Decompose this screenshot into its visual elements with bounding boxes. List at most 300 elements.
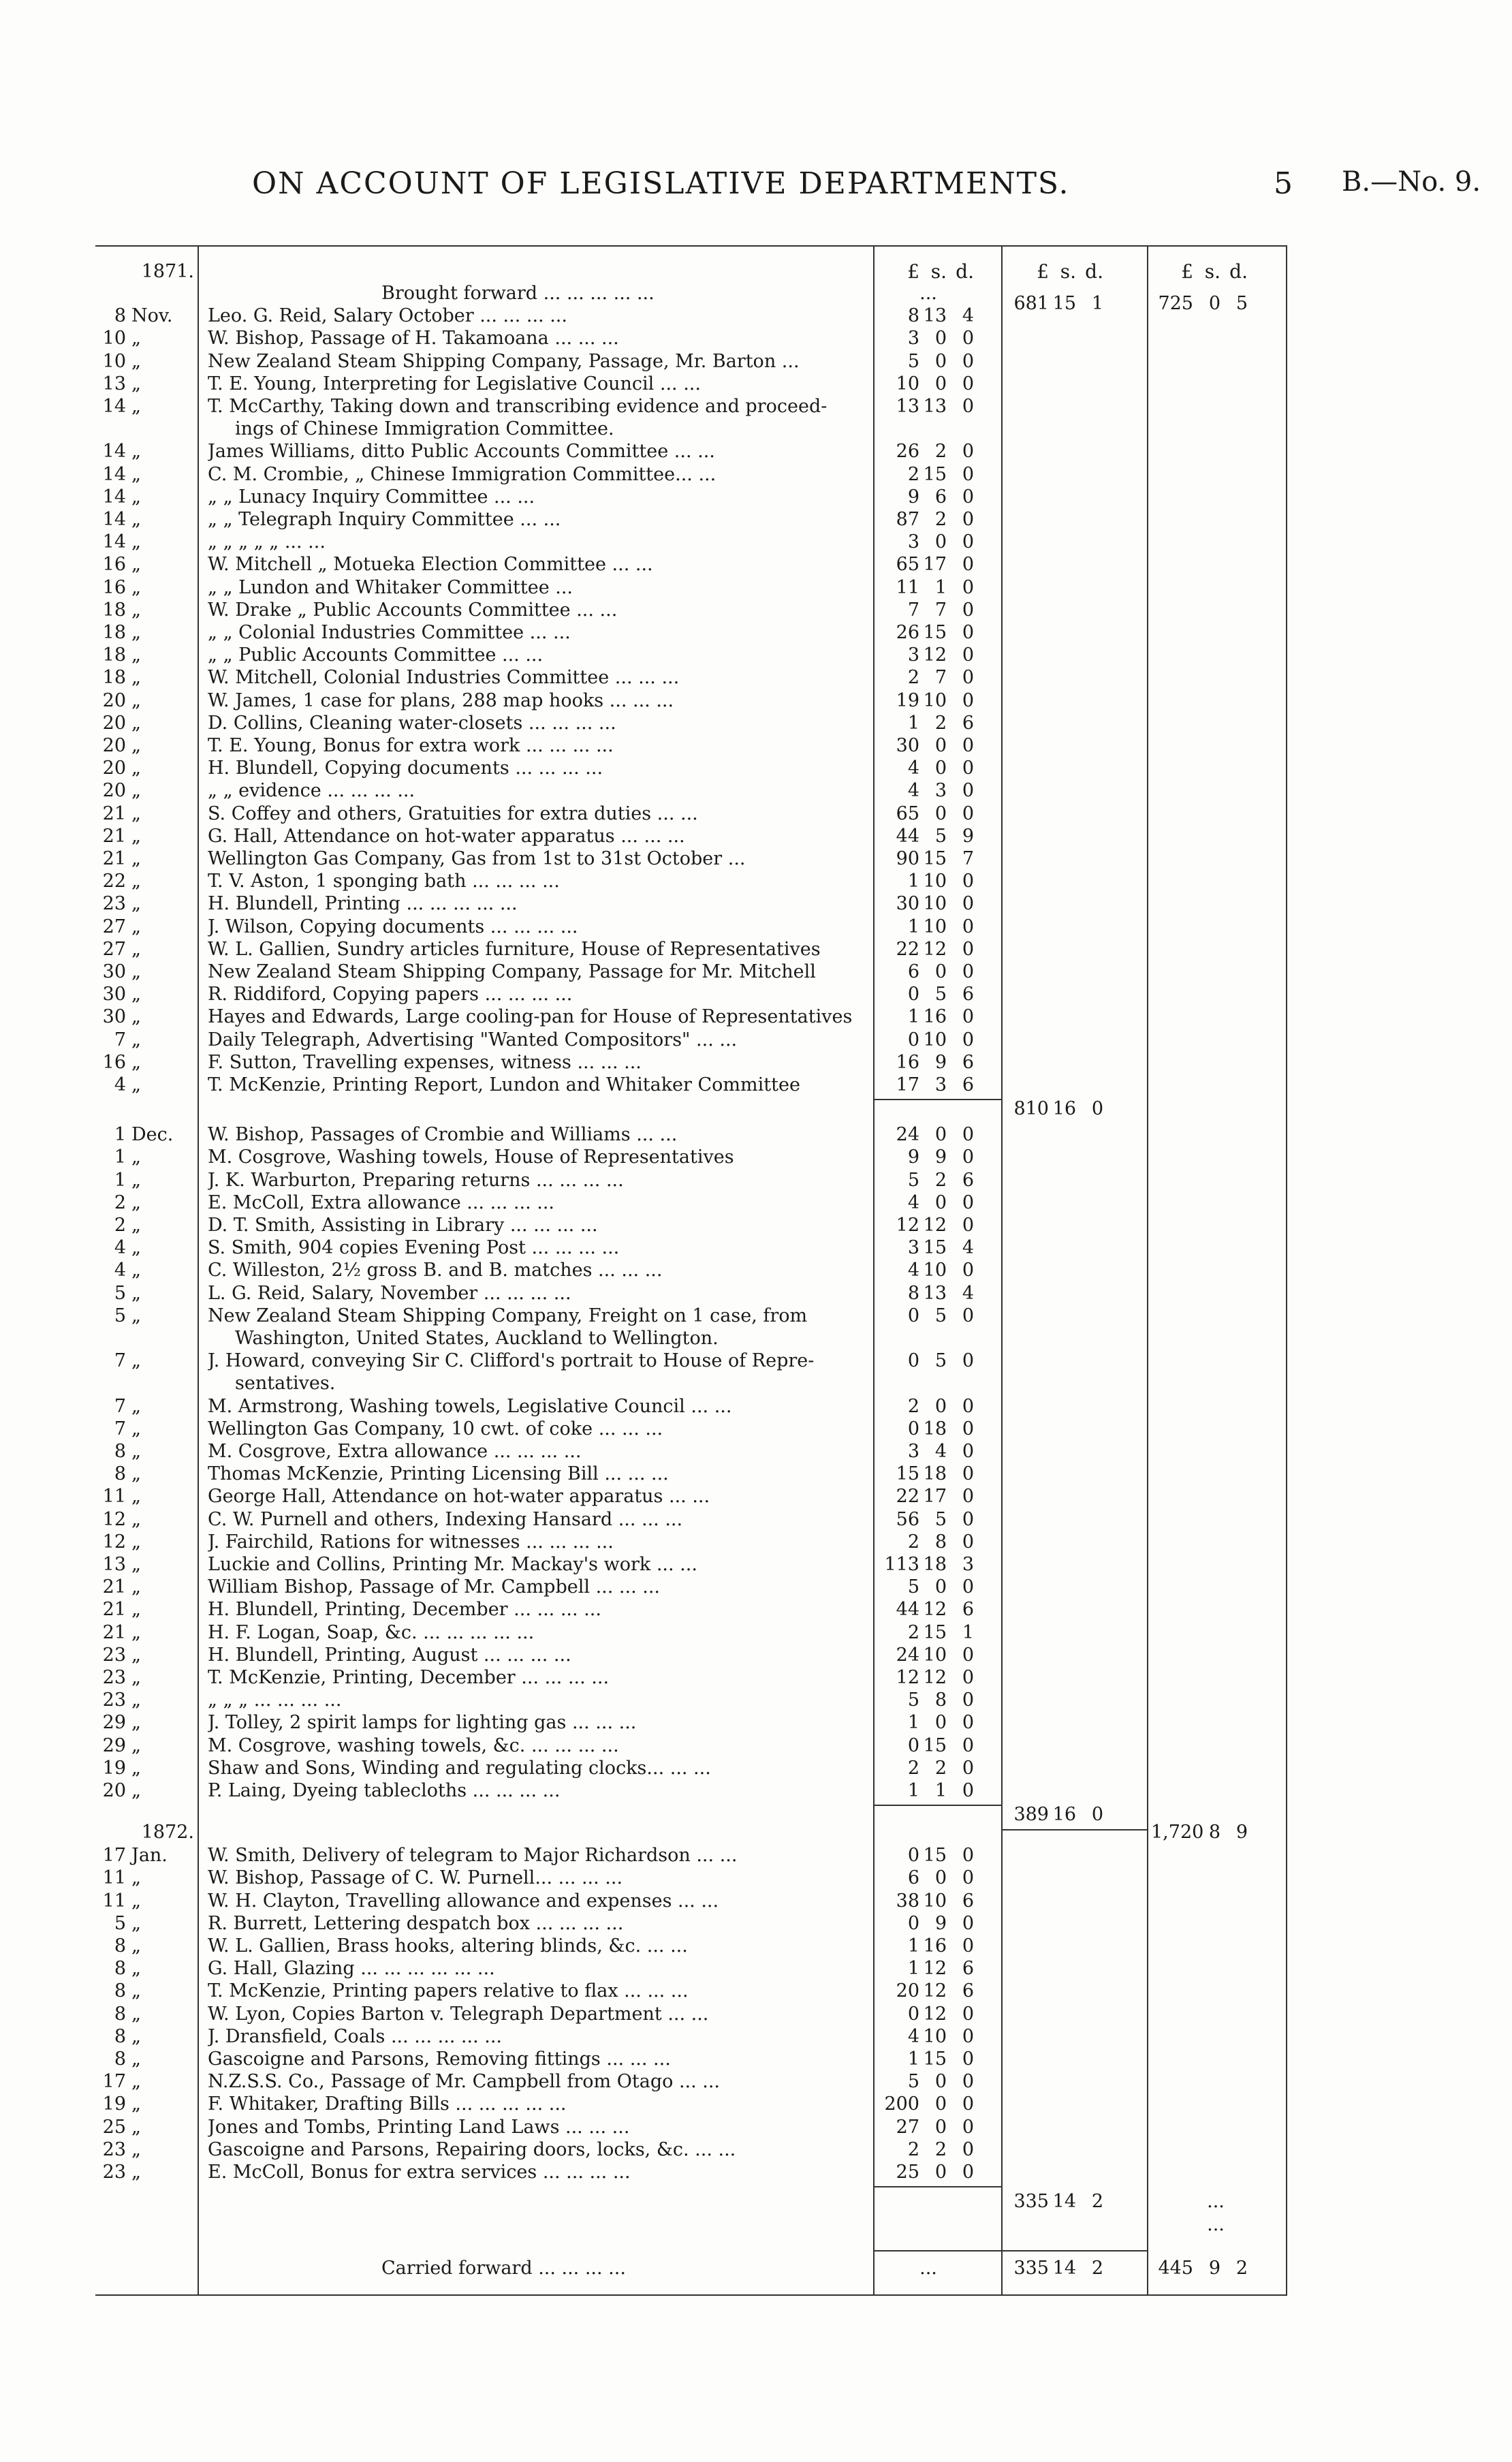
entry-amount-d: 0	[962, 2116, 974, 2138]
entry-amount-d: 6	[962, 1958, 974, 1980]
entry-amount-p: 4	[907, 2025, 919, 2047]
table-row	[95, 1051, 1287, 1074]
entry-amount-p: 0	[907, 1734, 919, 1756]
entry-month: „	[131, 622, 141, 643]
running-total-p: 1,720	[1151, 1822, 1204, 1843]
entry-day: 23	[102, 1689, 126, 1711]
entry-date	[95, 2093, 194, 2116]
entry-month: „	[131, 1867, 141, 1889]
entry-amount	[877, 2003, 993, 2026]
entry-amount-p: 38	[896, 1890, 919, 1912]
entry-amount	[877, 666, 993, 689]
entry-day: 25	[102, 2116, 126, 2138]
carried-forward-subtotal	[1007, 2257, 1136, 2280]
entry-day: 7	[114, 1029, 126, 1050]
entry-description: Jones and Tombs, Printing Land Laws ... ... ...	[208, 2116, 630, 2138]
entry-day: 11	[102, 1486, 126, 1508]
entry-date	[95, 1980, 194, 2003]
entry-amount	[877, 1757, 993, 1780]
entry-amount-d: 0	[962, 1734, 974, 1756]
entry-amount	[877, 1621, 993, 1645]
entry-description: M. Cosgrove, Extra allowance ... ... ... ...	[208, 1441, 582, 1462]
entry-amount-s: 10	[923, 689, 947, 711]
table-row	[95, 599, 1287, 622]
entry-amount	[877, 847, 993, 871]
entry-description: J. K. Warburton, Preparing returns ... ... ... ...	[208, 1169, 624, 1191]
entry-description: „ „ „ ... ... ... ...	[208, 1689, 342, 1711]
entry-date	[95, 2003, 194, 2026]
entry-day: 20	[102, 780, 126, 802]
entry-description: H. Blundell, Printing, December ... ... ... ...	[208, 1599, 601, 1621]
entry-date	[95, 1666, 194, 1689]
entry-description: F. Sutton, Travelling expenses, witness ... ... ...	[208, 1051, 642, 1073]
entry-amount-s: 12	[923, 938, 947, 960]
entry-amount-s: 10	[923, 1029, 947, 1050]
entry-description: „ „ evidence ... ... ... ...	[208, 780, 415, 802]
entry-date	[95, 1890, 194, 1913]
entry-amount	[877, 395, 993, 418]
entry-month: „	[131, 1006, 141, 1028]
entry-amount	[877, 508, 993, 531]
entry-amount-d: 7	[962, 848, 974, 869]
entry-amount-d: 0	[962, 1757, 974, 1779]
entry-amount-d: 0	[962, 2162, 974, 2183]
entry-day: 13	[102, 1554, 126, 1575]
entry-day: 23	[102, 893, 126, 915]
entry-amount-p: 8	[907, 305, 919, 327]
entry-month: „	[131, 871, 141, 892]
table-row	[95, 1029, 1287, 1052]
entry-amount-p: 5	[907, 1576, 919, 1598]
column-header-amount	[877, 260, 993, 283]
entry-amount-d: 6	[962, 1890, 974, 1912]
table-row	[95, 1508, 1287, 1531]
entry-amount-d: 6	[962, 1051, 974, 1073]
total-placeholder: ...	[1207, 2214, 1225, 2236]
entry-amount-s: 17	[923, 554, 947, 576]
entry-amount-d: 6	[962, 712, 974, 734]
table-row	[95, 689, 1287, 713]
entry-amount-d: 6	[962, 1980, 974, 2002]
entry-description: D. T. Smith, Assisting in Library ... ... ... ...	[208, 1215, 598, 1236]
entry-day: 21	[102, 1576, 126, 1598]
entry-description: C. Willeston, 2½ gross B. and B. matches ... ... ...	[208, 1260, 663, 1281]
entry-amount	[877, 1191, 993, 1215]
table-row	[95, 825, 1287, 848]
table-row	[95, 1912, 1287, 1935]
entry-amount-s: 0	[934, 1867, 947, 1889]
entry-description: C. M. Crombie, „ Chinese Immigration Committee... ...	[208, 463, 716, 485]
entry-amount-s: 12	[923, 1599, 947, 1621]
entry-amount	[877, 961, 993, 984]
entry-day: 21	[102, 803, 126, 824]
entry-amount	[877, 373, 993, 396]
entry-amount-p: 0	[907, 1418, 919, 1439]
table-row	[95, 373, 1287, 396]
entry-month: „	[131, 1935, 141, 1957]
entry-amount-d: 0	[962, 1667, 974, 1688]
brought-forward-subtotal-p: 681	[1013, 293, 1049, 315]
entry-day: 8	[114, 2025, 126, 2047]
entry-month: „	[131, 961, 141, 982]
entry-amount-s: 2	[934, 1757, 947, 1779]
entry-amount-d: 0	[962, 509, 974, 530]
entry-amount-s: 12	[923, 1980, 947, 2002]
entry-description: P. Laing, Dyeing tablecloths ... ... ... ...	[208, 1780, 561, 1801]
entry-month: „	[131, 1958, 141, 1980]
entry-day: 14	[102, 509, 126, 530]
entry-amount	[877, 825, 993, 848]
entry-month: „	[131, 1486, 141, 1508]
entry-date	[95, 1844, 194, 1867]
entry-amount	[877, 712, 993, 735]
entry-description: „ „ „ „ „ ... ...	[208, 531, 326, 553]
entry-amount-s: 0	[934, 2071, 947, 2093]
entry-date	[95, 1689, 194, 1712]
entry-date	[95, 2025, 194, 2048]
entry-amount	[877, 1485, 993, 1508]
entry-amount-d: 0	[962, 735, 974, 756]
entry-amount	[877, 2048, 993, 2071]
table-row	[95, 463, 1287, 486]
entry-amount-d: 0	[962, 1508, 974, 1530]
entry-description: T. McKenzie, Printing, December ... ... ... ...	[208, 1667, 610, 1688]
entry-month: „	[131, 441, 141, 463]
entry-amount	[877, 1146, 993, 1169]
entry-month: „	[131, 576, 141, 598]
entry-description: New Zealand Steam Shipping Company, Passage, Mr. Barton ...	[208, 350, 800, 372]
entry-amount-p: 3	[907, 644, 919, 666]
entry-amount-p: 0	[907, 1029, 919, 1050]
entry-amount-d: 0	[962, 1867, 974, 1889]
entry-amount	[877, 1418, 993, 1441]
entry-amount	[877, 2093, 993, 2116]
entry-date	[95, 1734, 194, 1758]
entry-day: 21	[102, 1621, 126, 1643]
entry-date	[95, 1006, 194, 1029]
table-row	[95, 1711, 1287, 1734]
entry-description: „ „ Public Accounts Committee ... ...	[208, 644, 544, 666]
table-row	[95, 1259, 1287, 1282]
entry-date	[95, 779, 194, 803]
table-row	[95, 2138, 1287, 2162]
entry-month: „	[131, 1780, 141, 1801]
entry-amount	[877, 599, 993, 622]
column-header-subtotal-p: £	[1037, 260, 1049, 283]
entry-amount-p: 1	[907, 1006, 919, 1028]
entry-date	[95, 2116, 194, 2139]
section-subtotal-d: 2	[1091, 2191, 1103, 2213]
entry-date	[95, 1867, 194, 1890]
entry-amount-s: 15	[923, 2048, 947, 2070]
table-row	[95, 803, 1287, 826]
entry-amount-d: 3	[962, 1554, 974, 1575]
entry-amount-d: 1	[962, 1621, 974, 1643]
carried-forward-total-p: 445	[1158, 2258, 1193, 2279]
entry-amount-p: 2	[907, 2138, 919, 2160]
carried-forward-total-d: 2	[1235, 2258, 1248, 2279]
table-row	[95, 1980, 1287, 2003]
entry-amount-d: 0	[962, 373, 974, 394]
entry-description: T. McCarthy, Taking down and transcribing evidence and proceed-	[208, 396, 828, 417]
table-row	[95, 2116, 1287, 2139]
entry-day: 7	[114, 1395, 126, 1417]
entry-day: 23	[102, 2138, 126, 2160]
entry-description: L. G. Reid, Salary, November ... ... ... ...	[208, 1282, 571, 1304]
entry-amount	[877, 2025, 993, 2048]
entry-description: James Williams, ditto Public Accounts Committee ... ...	[208, 441, 715, 463]
entry-amount	[877, 1890, 993, 1913]
entry-month: „	[131, 1305, 141, 1326]
entry-day: 8	[114, 305, 126, 327]
entry-month: „	[131, 1441, 141, 1462]
entry-amount-p: 25	[896, 2162, 919, 2183]
entry-amount-s: 0	[934, 373, 947, 394]
entry-amount-d: 0	[962, 554, 974, 576]
section-subtotal-p: 810	[1013, 1098, 1049, 1120]
entry-amount-s: 0	[934, 758, 947, 779]
entry-amount	[877, 870, 993, 893]
carried-forward-total-s: 9	[1208, 2258, 1220, 2279]
entry-month: „	[131, 1260, 141, 1281]
table-row	[95, 553, 1287, 576]
table-row	[95, 1553, 1287, 1576]
table-row	[95, 734, 1287, 758]
entry-day: 23	[102, 1644, 126, 1666]
table-row	[95, 305, 1287, 328]
entry-month: „	[131, 916, 141, 937]
entry-day: 8	[114, 1935, 126, 1957]
entry-amount-p: 0	[907, 1350, 919, 1372]
entry-amount	[877, 1644, 993, 1667]
entry-month: „	[131, 1621, 141, 1643]
entry-day: 14	[102, 463, 126, 485]
entry-amount-s: 0	[934, 2116, 947, 2138]
entry-amount	[877, 1576, 993, 1599]
table-row	[95, 1006, 1287, 1029]
entry-date	[95, 1440, 194, 1463]
column-header-subtotal-d: d.	[1085, 260, 1103, 283]
entry-amount-d: 0	[962, 938, 974, 960]
table-row	[95, 1598, 1287, 1621]
entry-month: „	[131, 1689, 141, 1711]
entry-day: 18	[102, 599, 126, 621]
entry-amount-s: 2	[934, 712, 947, 734]
entry-description: W. James, 1 case for plans, 288 map hooks ... ... ...	[208, 689, 674, 711]
entry-description: J. Dransfield, Coals ... ... ... ... ...	[208, 2025, 503, 2047]
entry-day: 16	[102, 1051, 126, 1073]
entry-amount-s: 5	[934, 1305, 947, 1326]
brought-forward-subtotal-s: 15	[1052, 293, 1076, 315]
entry-amount-s: 0	[934, 1124, 947, 1146]
entry-amount-s: 0	[934, 350, 947, 372]
entry-date	[95, 1236, 194, 1260]
entry-month: „	[131, 1890, 141, 1912]
entry-description: W. Drake „ Public Accounts Committee ... ...	[208, 599, 618, 621]
entry-amount	[877, 1169, 993, 1192]
entry-date	[95, 621, 194, 644]
entry-amount-s: 5	[934, 1508, 947, 1530]
entry-description: ings of Chinese Immigration Committee.	[235, 418, 614, 440]
entry-amount-d: 0	[962, 1191, 974, 1213]
entry-day: 20	[102, 735, 126, 756]
entry-amount-p: 1	[907, 1958, 919, 1980]
entry-description: sentatives.	[235, 1373, 336, 1394]
entry-day: 12	[102, 1531, 126, 1553]
entry-month: „	[131, 554, 141, 576]
table-row	[95, 870, 1287, 893]
entry-month: „	[131, 938, 141, 960]
entry-amount	[877, 350, 993, 373]
entry-amount-d: 0	[962, 1935, 974, 1957]
entry-date	[95, 1029, 194, 1052]
entry-amount-p: 8	[907, 1282, 919, 1304]
entry-amount-d: 0	[962, 1689, 974, 1711]
page-title: ON ACCOUNT OF LEGISLATIVE DEPARTMENTS.	[252, 166, 1070, 201]
entry-date	[95, 1169, 194, 1192]
entry-amount	[877, 1440, 993, 1463]
entry-amount-d: 9	[962, 825, 974, 847]
entry-amount-d: 0	[962, 871, 974, 892]
entry-day: 1	[114, 1169, 126, 1191]
entry-description: New Zealand Steam Shipping Company, Passage for Mr. Mitchell	[208, 961, 816, 982]
entry-amount-d: 0	[962, 1463, 974, 1485]
table-row	[95, 1935, 1287, 1958]
entry-amount-d: 0	[962, 1576, 974, 1598]
entry-description: J. Howard, conveying Sir C. Clifford's portrait to House of Repre-	[208, 1350, 815, 1372]
entry-amount-s: 5	[934, 984, 947, 1006]
entry-day: 20	[102, 758, 126, 779]
entry-amount-d: 0	[962, 2048, 974, 2070]
entry-month: „	[131, 1531, 141, 1553]
entry-day: 27	[102, 916, 126, 937]
entry-date	[95, 734, 194, 758]
entry-day: 29	[102, 1734, 126, 1756]
entry-day: 5	[114, 1305, 126, 1326]
entry-amount-s: 7	[934, 667, 947, 689]
entry-amount-d: 0	[962, 2071, 974, 2093]
entry-date	[95, 1912, 194, 1935]
entry-month: „	[131, 2116, 141, 2138]
entry-date	[95, 1305, 194, 1328]
entry-description: H. F. Logan, Soap, &c. ... ... ... ... ...	[208, 1621, 535, 1643]
entry-amount-s: 0	[934, 1712, 947, 1734]
entry-day: 21	[102, 848, 126, 869]
entry-amount-s: 10	[923, 1644, 947, 1666]
entry-amount	[877, 644, 993, 667]
entry-amount-p: 9	[907, 1147, 919, 1168]
entry-day: 12	[102, 1508, 126, 1530]
entry-amount-d: 0	[962, 916, 974, 937]
entry-amount-s: 5	[934, 1350, 947, 1372]
entry-day: 1	[114, 1124, 126, 1146]
entry-month: Nov.	[131, 305, 173, 327]
entry-month: „	[131, 486, 141, 508]
entry-amount-p: 1	[907, 1935, 919, 1957]
table-row	[95, 260, 1287, 283]
section-subtotal-d: 0	[1091, 1098, 1103, 1120]
entry-month: „	[131, 599, 141, 621]
entry-month: „	[131, 803, 141, 824]
entry-amount-p: 200	[884, 2093, 919, 2115]
entry-amount	[877, 1531, 993, 1554]
column-header-amount-d: d.	[956, 260, 974, 283]
entry-date	[95, 1757, 194, 1780]
entry-description: William Bishop, Passage of Mr. Campbell ... ... ...	[208, 1576, 660, 1598]
entry-month: „	[131, 2003, 141, 2025]
column-header-total-s: s.	[1204, 260, 1220, 283]
entry-day: 21	[102, 1599, 126, 1621]
entry-amount-d: 0	[962, 1912, 974, 1934]
entry-day: 27	[102, 938, 126, 960]
entry-date	[95, 1531, 194, 1554]
entry-day: 14	[102, 396, 126, 417]
entry-description: T. McKenzie, Printing papers relative to flax ... ... ...	[208, 1980, 689, 2002]
entry-date	[95, 350, 194, 373]
entry-date	[95, 531, 194, 554]
entry-month: „	[131, 1215, 141, 1236]
entry-date	[95, 1621, 194, 1645]
entry-amount-d: 0	[962, 576, 974, 598]
entry-day: 14	[102, 441, 126, 463]
entry-description: Wellington Gas Company, Gas from 1st to 31st October ...	[208, 848, 746, 869]
entry-amount	[877, 621, 993, 644]
entry-description: M. Armstrong, Washing towels, Legislative Council ... ...	[208, 1395, 732, 1417]
entry-description: M. Cosgrove, washing towels, &c. ... ... ... ...	[208, 1734, 619, 1756]
entry-description: W. Bishop, Passages of Crombie and Williams ... ...	[208, 1124, 678, 1146]
entry-amount-p: 0	[907, 1912, 919, 1934]
entry-amount-p: 2	[907, 1395, 919, 1417]
entry-amount-p: 2	[907, 1757, 919, 1779]
entry-month: „	[131, 1712, 141, 1734]
entry-amount-p: 22	[896, 938, 919, 960]
entry-date	[95, 1463, 194, 1486]
entry-description: J. Wilson, Copying documents ... ... ... ...	[208, 916, 578, 937]
entry-month: „	[131, 712, 141, 734]
entry-amount	[877, 1282, 993, 1305]
entry-month: „	[131, 1237, 141, 1259]
brought-forward-text: Brought forward	[381, 283, 538, 304]
entry-amount	[877, 2138, 993, 2162]
entry-date	[95, 463, 194, 486]
entry-amount	[877, 1734, 993, 1758]
entry-amount-p: 19	[896, 689, 919, 711]
entry-amount	[877, 327, 993, 350]
entry-day: 2	[114, 1191, 126, 1213]
entry-description: Leo. G. Reid, Salary October ... ... ... ...	[208, 305, 567, 327]
entry-amount	[877, 1508, 993, 1531]
entry-amount-d: 0	[962, 1029, 974, 1050]
table-row	[95, 2025, 1287, 2048]
entry-amount-d: 6	[962, 1599, 974, 1621]
entry-date	[95, 1350, 194, 1373]
entry-date	[95, 1418, 194, 1441]
entry-amount-p: 56	[896, 1508, 919, 1530]
entry-amount-p: 0	[907, 1845, 919, 1867]
entry-amount-d: 0	[962, 780, 974, 802]
entry-amount	[877, 1553, 993, 1576]
entry-amount-s: 10	[923, 916, 947, 937]
entry-amount-p: 1	[907, 1712, 919, 1734]
entry-month: „	[131, 328, 141, 349]
total-placeholder: ...	[1207, 2191, 1225, 2213]
entry-amount	[877, 1214, 993, 1237]
entry-amount-s: 0	[934, 1395, 947, 1417]
entry-amount-s: 13	[923, 396, 947, 417]
table-row	[95, 2048, 1287, 2071]
entry-amount-p: 1	[907, 871, 919, 892]
entry-amount-d: 0	[962, 2093, 974, 2115]
